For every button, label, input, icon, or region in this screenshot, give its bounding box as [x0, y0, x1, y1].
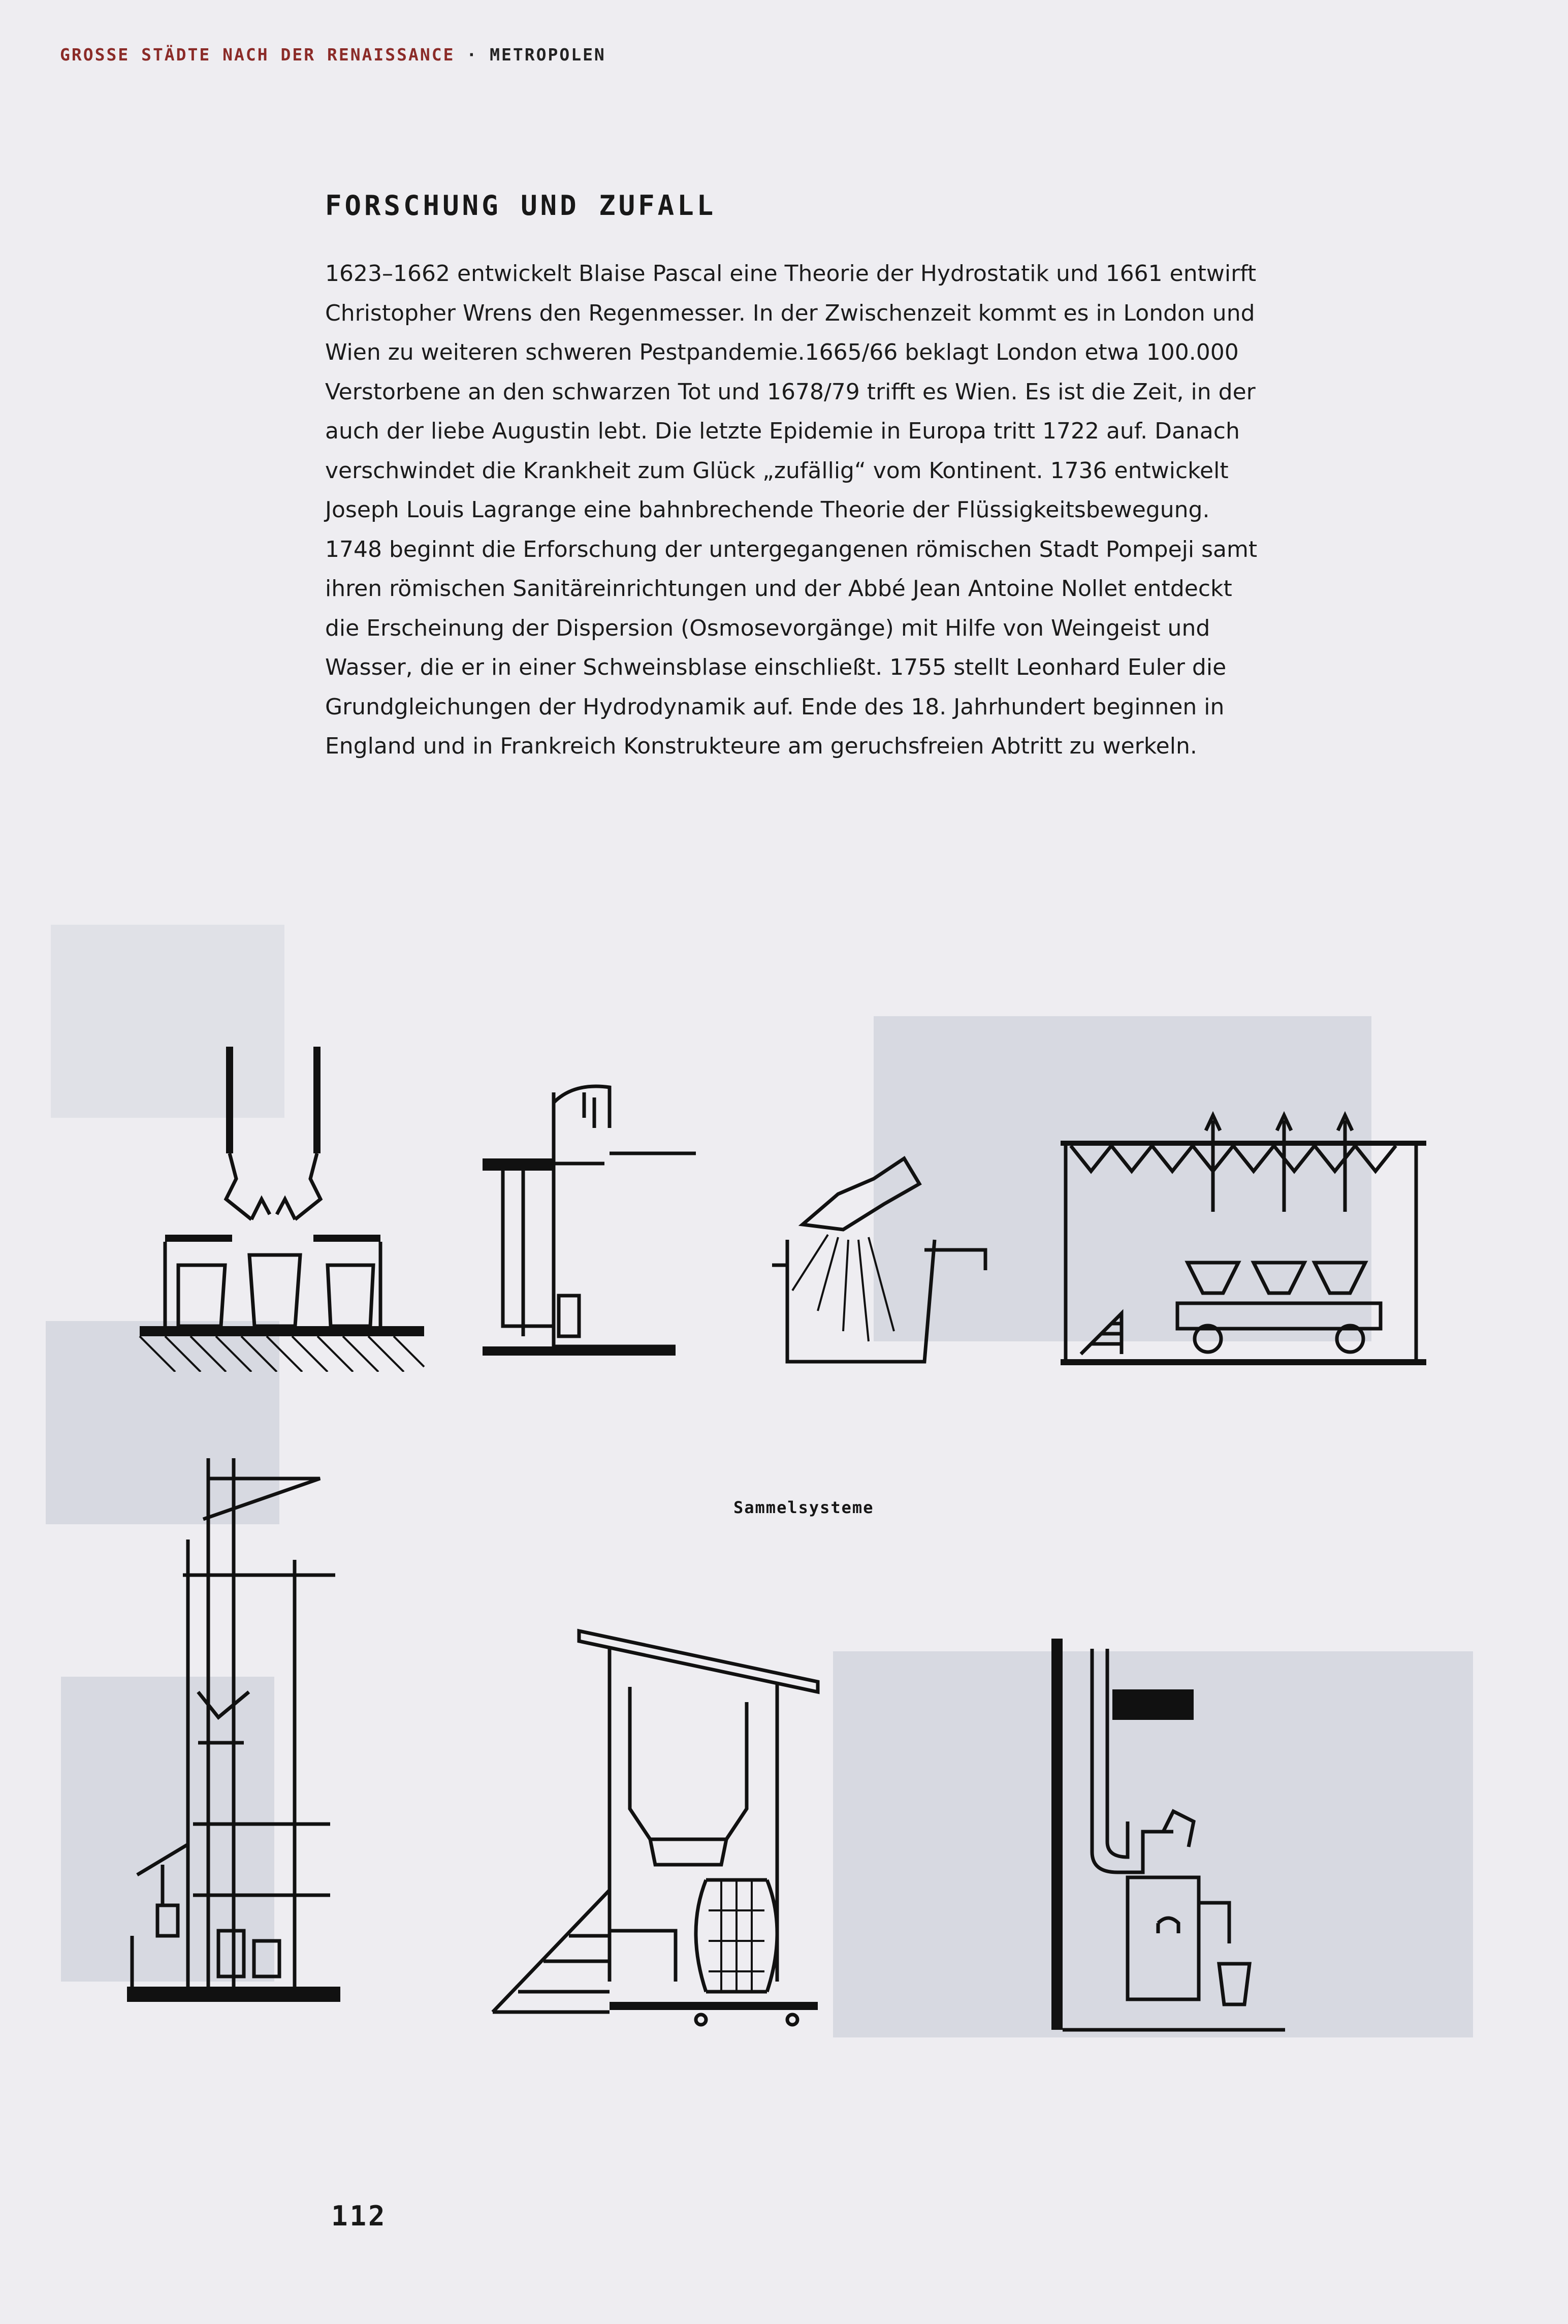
body-line: 1623–1662 entwickelt Blaise Pascal eine Theorie der Hydrostatik und 1661 entwirft: [325, 261, 1257, 287]
figure-caption: Sammelsysteme: [733, 1498, 874, 1517]
running-head-section: GROSSE STÄDTE NACH DER RENAISSANCE: [60, 45, 455, 65]
body-line: Grundgleichungen der Hydrodynamik auf. Ende des 18. Jahrhundert beginnen in: [325, 694, 1225, 720]
running-head: [60, 45, 606, 65]
illustration-shelter-barrel-stairs: [483, 1626, 838, 2027]
running-head-chapter: METROPOLEN: [490, 45, 606, 65]
body-line: Wien zu weiteren schweren Pestpandemie.1665/66 beklagt London etwa 100.000: [325, 339, 1239, 365]
body-line: Wasser, die er in einer Schweinsblase einschließt. 1755 stellt Leonhard Euler die: [325, 654, 1227, 680]
body-line: Verstorbene an den schwarzen Tot und 1678/79 trifft es Wien. Es ist die Zeit, in der: [325, 379, 1256, 405]
body-line: England und in Frankreich Konstrukteure am geruchsfreien Abtritt zu werkeln.: [325, 733, 1197, 759]
body-paragraph: [325, 254, 1290, 766]
illustration-wall-tap-pail: [483, 1062, 711, 1382]
illustration-collection-shed-cart: [1061, 1110, 1426, 1374]
body-line: auch der liebe Augustin lebt. Die letzte Epidemie in Europa tritt 1722 auf. Danach: [325, 418, 1240, 444]
body-line: die Erscheinung der Dispersion (Osmosevorgänge) mit Hilfe von Weingeist und: [325, 615, 1210, 641]
running-head-separator: ·: [455, 45, 490, 65]
body-line: ihren römischen Sanitäreinrichtungen und der Abbé Jean Antoine Nollet entdeckt: [325, 576, 1232, 602]
illustration-privy-tubs: [135, 1047, 429, 1372]
illustration-pipework-pump-bucket: [1051, 1639, 1290, 2035]
illustration-shower-basin: [772, 1138, 996, 1372]
body-line: Joseph Louis Lagrange eine bahnbrechende Theorie der Flüssigkeitsbewegung.: [325, 497, 1210, 523]
illustration-tower-scaffold: [127, 1458, 340, 2022]
section-title: FORSCHUNG UND ZUFALL: [325, 190, 717, 222]
body-line: Christopher Wrens den Regenmesser. In der Zwischenzeit kommt es in London und: [325, 300, 1255, 326]
page-number: 112: [331, 2200, 387, 2232]
body-line: verschwindet die Krankheit zum Glück „zufällig“ vom Kontinent. 1736 entwickelt: [325, 457, 1229, 484]
body-line: 1748 beginnt die Erforschung der untergegangenen römischen Stadt Pompeji samt: [325, 536, 1258, 562]
